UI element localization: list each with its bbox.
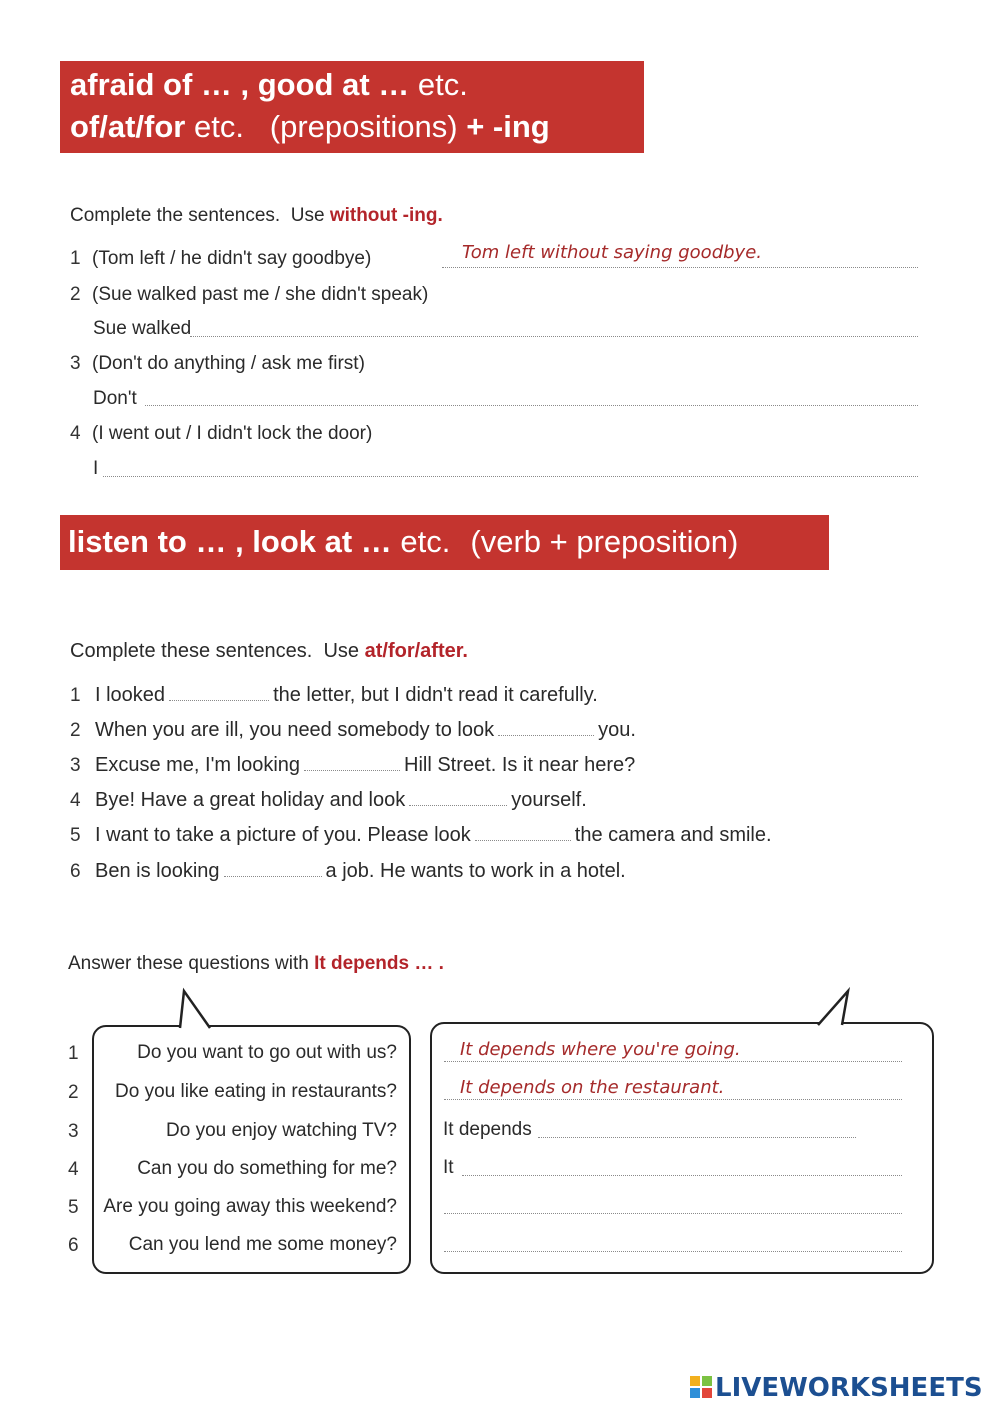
sentence-after: the camera and smile. <box>574 824 772 846</box>
sentence-after: the letter, but I didn't read it carefully. <box>273 684 598 706</box>
fill-sentence <box>95 860 626 883</box>
sentence-before: Excuse me, I'm looking <box>95 754 301 776</box>
sentence-before: I looked <box>95 684 166 706</box>
sentence-after: Hill Street. Is it near here? <box>404 754 636 776</box>
item-prompt: (Tom left / he didn't say goodbye) <box>92 248 372 269</box>
sentence-start: It <box>443 1157 454 1178</box>
sentence-after: you. <box>598 719 636 741</box>
section1-banner-line1 <box>70 67 468 103</box>
instruction-highlight: at/for/after. <box>364 640 468 662</box>
section2-banner <box>60 515 829 570</box>
item-number: 2 <box>70 284 81 305</box>
fill-sentence <box>95 684 598 707</box>
section2-instruction <box>70 640 468 663</box>
sentence-start: Sue walked <box>93 318 192 339</box>
banner-text: listen to … , look at … <box>68 524 392 559</box>
fill-sentence <box>95 789 587 812</box>
blank[interactable] <box>498 734 594 736</box>
logo-icon <box>690 1376 712 1398</box>
fill-sentence <box>95 754 635 777</box>
sentence-after: a job. He wants to work in a hotel. <box>325 860 626 882</box>
section1-banner <box>60 61 644 153</box>
answer-line[interactable] <box>462 1175 902 1176</box>
item-number: 2 <box>70 720 81 741</box>
banner-text: (verb + preposition) <box>470 524 739 559</box>
blank[interactable] <box>304 769 400 771</box>
instruction-text: Complete these sentences. Use <box>70 640 365 662</box>
question-number: 3 <box>68 1121 79 1142</box>
question-number: 4 <box>68 1159 79 1180</box>
answer-line[interactable] <box>190 336 918 337</box>
section2-banner-line <box>68 524 738 560</box>
banner-text: afraid of … , good at … <box>70 67 410 102</box>
sentence-before: Ben is looking <box>95 860 220 882</box>
instruction-text: Complete the sentences. Use <box>70 205 330 226</box>
question-text: Can you lend me some money? <box>128 1234 397 1255</box>
instruction-highlight: It depends … . <box>314 953 444 974</box>
item-prompt: (I went out / I didn't lock the door) <box>92 423 373 444</box>
banner-text: etc. (prepositions) <box>185 109 467 144</box>
question-bubble <box>92 1025 411 1274</box>
blank[interactable] <box>224 875 322 877</box>
item-number: 1 <box>70 248 81 269</box>
answer-line[interactable] <box>444 1099 902 1100</box>
section1-instruction <box>70 205 443 227</box>
answer-line[interactable] <box>103 476 918 477</box>
banner-text: etc. <box>409 67 468 102</box>
fill-sentence <box>95 824 772 847</box>
item-number: 3 <box>70 755 81 776</box>
answer-line[interactable] <box>444 1251 902 1252</box>
sentence-before: Bye! Have a great holiday and look <box>95 789 406 811</box>
instruction-highlight: without -ing. <box>329 205 443 226</box>
question-number: 1 <box>68 1043 79 1064</box>
answer-line[interactable] <box>538 1137 856 1138</box>
answer-line[interactable] <box>442 267 918 268</box>
question-text: Can you do something for me? <box>137 1158 397 1179</box>
question-text: Are you going away this weekend? <box>103 1196 397 1217</box>
item-number: 6 <box>70 861 81 882</box>
question-text: Do you want to go out with us? <box>137 1042 397 1063</box>
banner-text: + -ing <box>466 109 550 144</box>
question-text: Do you like eating in restaurants? <box>115 1081 397 1102</box>
fill-sentence <box>95 719 636 742</box>
example-answer: It depends on the restaurant. <box>460 1077 725 1098</box>
sentence-before: I want to take a picture of you. Please look <box>95 824 471 846</box>
section3-instruction <box>68 953 444 975</box>
item-number: 3 <box>70 353 81 374</box>
blank[interactable] <box>475 839 571 841</box>
blank[interactable] <box>409 804 507 806</box>
item-number: 4 <box>70 423 81 444</box>
item-prompt: (Sue walked past me / she didn't speak) <box>92 284 429 305</box>
sentence-after: yourself. <box>511 789 587 811</box>
answer-line[interactable] <box>145 405 918 406</box>
answer-line[interactable] <box>444 1213 902 1214</box>
question-text: Do you enjoy watching TV? <box>166 1120 397 1141</box>
question-number: 6 <box>68 1235 79 1256</box>
banner-text: of/at/for <box>70 109 186 144</box>
answer-line[interactable] <box>444 1061 902 1062</box>
question-number: 2 <box>68 1082 79 1103</box>
bubble-tail <box>810 985 860 1027</box>
item-number: 4 <box>70 790 81 811</box>
sentence-start: I <box>93 458 99 479</box>
instruction-text: Answer these questions with <box>68 953 315 974</box>
example-answer: Tom left without saying goodbye. <box>462 242 762 263</box>
example-answer: It depends where you're going. <box>460 1039 741 1060</box>
question-number: 5 <box>68 1197 79 1218</box>
bubble-tail <box>170 985 230 1030</box>
sentence-start: Don't <box>93 388 137 409</box>
item-prompt: (Don't do anything / ask me first) <box>92 353 365 374</box>
banner-text: etc. <box>391 524 451 559</box>
sentence-before: When you are ill, you need somebody to look <box>95 719 495 741</box>
logo-text: LIVEWORKSHEETS <box>715 1373 983 1403</box>
liveworksheets-logo <box>690 1373 983 1403</box>
item-number: 5 <box>70 825 81 846</box>
blank[interactable] <box>169 699 269 701</box>
sentence-start: It depends <box>443 1119 532 1140</box>
item-number: 1 <box>70 685 81 706</box>
section1-banner-line2 <box>70 109 550 145</box>
